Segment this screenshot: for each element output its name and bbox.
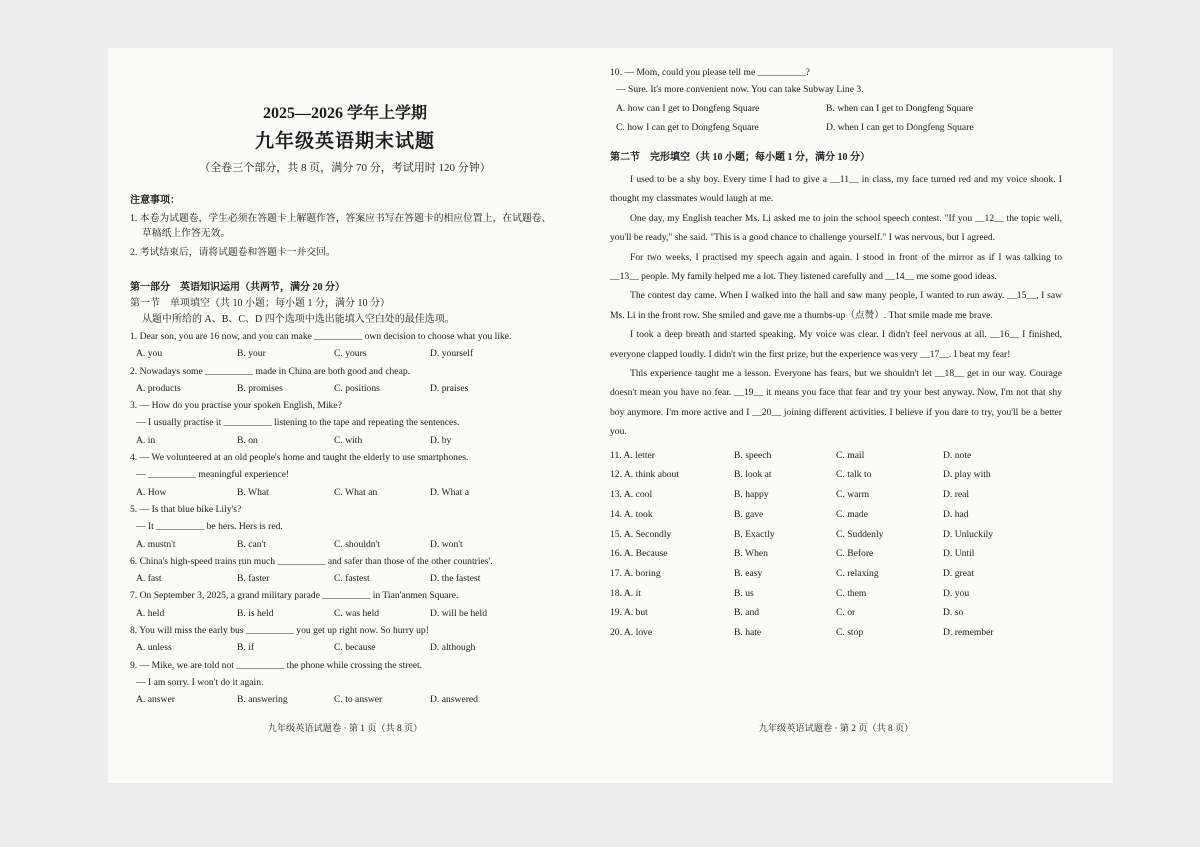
option: C. them bbox=[836, 587, 867, 599]
option: 14. A. took bbox=[610, 508, 653, 520]
options-row bbox=[130, 432, 560, 449]
option: C. talk to bbox=[836, 469, 872, 481]
question-line: 3. — How do you practise your spoken English, Mike? bbox=[130, 400, 342, 412]
option: D. remember bbox=[943, 627, 994, 639]
question-item bbox=[130, 363, 560, 398]
passage-paragraph: One day, my English teacher Ms. Li asked me to join the school speech contest. "If you __12__ the topic well, you'll be ready," she said. "This is a good chance to challenge yourself." I was nervous, but I agreed. bbox=[610, 212, 1062, 244]
option: A. fast bbox=[136, 573, 162, 585]
option: 11. A. letter bbox=[610, 449, 655, 461]
question-item bbox=[130, 622, 560, 657]
options-row bbox=[610, 623, 1062, 643]
options-row bbox=[610, 525, 1062, 545]
options-row bbox=[610, 564, 1062, 584]
option: A. How bbox=[136, 486, 167, 498]
passage-paragraph: This experience taught me a lesson. Everyone has fears, but we shouldn't let __18__ get in our way. Courage doesn't mean you have no fear. __19__ it means you face that fear and try your best anyway. Now, I'm not that shy boy anymore. I'm more active and I __20__ joining different activities. I believe if you dare to try, you'll be a better you. bbox=[610, 368, 1062, 438]
question-line: 2. Nowadays some __________ made in China are both good and cheap. bbox=[130, 365, 411, 377]
option: C. with bbox=[334, 434, 363, 446]
option: B. when can I get to Dongfeng Square bbox=[826, 102, 974, 114]
options-row bbox=[610, 99, 1062, 119]
option: B. if bbox=[237, 642, 255, 654]
option: B. hate bbox=[734, 627, 762, 639]
options-row bbox=[130, 605, 560, 622]
options-row bbox=[610, 485, 1062, 505]
question-line: 6. China's high-speed trains run much __________ and safer than those of the other countries'. bbox=[130, 555, 493, 567]
option: C. Before bbox=[836, 548, 874, 560]
option: C. mail bbox=[836, 449, 865, 461]
option: B. When bbox=[734, 548, 768, 560]
option: D. great bbox=[943, 567, 974, 579]
option: C. yours bbox=[334, 348, 367, 360]
option: B. answering bbox=[237, 694, 288, 706]
option: A. mustn't bbox=[136, 538, 176, 550]
options-row bbox=[610, 603, 1062, 623]
option: C. to answer bbox=[334, 694, 383, 706]
page-1 bbox=[130, 48, 560, 783]
options-row bbox=[610, 446, 1062, 466]
option: D. so bbox=[943, 607, 964, 619]
question-line: — Sure. It's more convenient now. You can take Subway Line 3. bbox=[616, 84, 864, 96]
options-row bbox=[130, 570, 560, 587]
options-row bbox=[130, 380, 560, 397]
question-line: 10. — Mom, could you please tell me __________? bbox=[610, 67, 810, 78]
option: B. happy bbox=[734, 489, 769, 501]
option: C. because bbox=[334, 642, 376, 654]
passage-paragraph: For two weeks, I practised my speech again and again. I stood in front of the mirror as if I was talking to __13__ people. My family helped me a lot. They listened carefully and __14__ me some good ideas. bbox=[610, 251, 1062, 283]
option: B. look at bbox=[734, 469, 772, 481]
school-year: 2025—2026 学年上学期 bbox=[262, 105, 427, 122]
option: C. relaxing bbox=[836, 567, 879, 579]
exam-meta: （全卷三个部分，共 8 页，满分 70 分，考试用时 120 分钟） bbox=[199, 162, 491, 174]
question-item bbox=[130, 397, 560, 449]
option: A. held bbox=[136, 607, 165, 619]
option: 16. A. Because bbox=[610, 548, 668, 560]
option: A. products bbox=[136, 382, 181, 394]
option: 12. A. think about bbox=[610, 469, 680, 481]
option: D. What a bbox=[430, 486, 469, 498]
option: B. can't bbox=[237, 538, 266, 550]
option: B. is held bbox=[237, 607, 274, 619]
exam-sheet bbox=[108, 48, 1113, 783]
option: 15. A. Secondly bbox=[610, 528, 672, 540]
option: 17. A. boring bbox=[610, 567, 661, 579]
question-line: 1. Dear son, you are 16 now, and you can make __________ own decision to choose what you like. bbox=[130, 331, 512, 342]
option: B. promises bbox=[237, 382, 283, 394]
section1-heading: 第一节 单项填空（共 10 小题；每小题 1 分，满分 10 分） bbox=[130, 298, 390, 309]
option: D. praises bbox=[430, 382, 469, 394]
option: D. by bbox=[430, 434, 452, 446]
option: A. answer bbox=[136, 694, 175, 706]
option: C. positions bbox=[334, 382, 380, 394]
title-block bbox=[130, 104, 560, 176]
question-line: 7. On September 3, 2025, a grand military parade __________ in Tian'anmen Square. bbox=[130, 590, 459, 602]
option: D. play with bbox=[943, 469, 991, 481]
options-row bbox=[130, 345, 560, 362]
option: D. answered bbox=[430, 694, 478, 706]
passage-paragraph: I used to be a shy boy. Every time I had to give a __11__ in class, my face turned red and my voice shook. I thought my classmates would laugh at me. bbox=[610, 174, 1062, 205]
option: D. will be held bbox=[430, 607, 488, 619]
option: B. speech bbox=[734, 449, 772, 461]
options-row bbox=[130, 536, 560, 553]
cloze-options bbox=[610, 446, 1062, 643]
option: B. your bbox=[237, 348, 266, 360]
page-footer: 九年级英语试题卷 · 第 1 页（共 8 页） bbox=[267, 723, 423, 733]
question-line: 9. — Mike, we are told not __________ the phone while crossing the street. bbox=[130, 659, 423, 671]
option: 19. A. but bbox=[610, 607, 648, 619]
cloze-passage bbox=[610, 170, 1062, 442]
option: A. in bbox=[136, 434, 156, 446]
options-row bbox=[130, 639, 560, 656]
section1-instruction: 从题中所给的 A、B、C、D 四个选项中选出能填入空白处的最佳选项。 bbox=[142, 314, 455, 325]
option: C. warm bbox=[836, 489, 870, 501]
option: C. stop bbox=[836, 627, 864, 639]
options-row bbox=[610, 118, 1062, 138]
question-list bbox=[130, 328, 560, 709]
question-item bbox=[130, 449, 560, 501]
page-footer: 九年级英语试题卷 · 第 2 页（共 8 页） bbox=[758, 723, 914, 733]
option: C. how I can get to Dongfeng Square bbox=[616, 122, 759, 134]
option: D. note bbox=[943, 449, 972, 461]
option: C. What an bbox=[334, 486, 378, 498]
exam-title: 九年级英语期末试题 bbox=[254, 130, 435, 152]
option: D. real bbox=[943, 489, 970, 501]
options-row bbox=[130, 691, 560, 708]
option: 13. A. cool bbox=[610, 489, 653, 501]
options-row bbox=[610, 505, 1062, 525]
option: D. you bbox=[943, 587, 970, 599]
question-line: 4. — We volunteered at an old people's home and taught the elderly to use smartphones. bbox=[130, 452, 469, 464]
option: C. fastest bbox=[334, 573, 370, 585]
options-row bbox=[610, 584, 1062, 604]
question-item bbox=[130, 328, 560, 363]
question-item bbox=[130, 587, 560, 622]
option: 20. A. love bbox=[610, 627, 653, 639]
option: C. Suddenly bbox=[836, 528, 884, 540]
option: B. gave bbox=[734, 508, 764, 520]
options-row bbox=[130, 484, 560, 501]
question-line: 8. You will miss the early bus __________ you get up right now. So hurry up! bbox=[130, 625, 429, 637]
option: C. or bbox=[836, 607, 856, 619]
section2-heading: 第二节 完形填空（共 10 小题；每小题 1 分，满分 10 分） bbox=[610, 152, 870, 163]
note-item: 2. 考试结束后，请将试题卷和答题卡一并交回。 bbox=[130, 247, 336, 258]
passage-paragraph: The contest day came. When I walked into the hall and saw many people, I wanted to run away. __15__, I saw Ms. Li in the front row. She smiled and gave me a thumbs-up（点赞）. That smile made me brave. bbox=[610, 290, 1062, 321]
page-2 bbox=[610, 48, 1062, 783]
option: B. What bbox=[237, 486, 269, 498]
question-item bbox=[130, 501, 560, 553]
option: A. how can I get to Dongfeng Square bbox=[616, 102, 760, 114]
option: C. shouldn't bbox=[334, 538, 380, 550]
option: D. won't bbox=[430, 538, 463, 550]
option: B. faster bbox=[237, 573, 270, 585]
option: B. and bbox=[734, 607, 760, 619]
question-line: 5. — Is that blue bike Lily's? bbox=[130, 503, 242, 515]
option: D. the fastest bbox=[430, 573, 481, 585]
option: 18. A. it bbox=[610, 587, 641, 599]
option: B. on bbox=[237, 434, 258, 446]
question-10 bbox=[610, 64, 1062, 138]
part1-heading: 第一部分 英语知识运用（共两节，满分 20 分） bbox=[130, 282, 345, 293]
question-line: — I usually practise it __________ listening to the tape and repeating the sentences. bbox=[136, 417, 460, 429]
question-item bbox=[130, 553, 560, 588]
option: D. Unluckily bbox=[943, 528, 994, 540]
option: C. was held bbox=[334, 607, 380, 619]
question-line: — __________ meaningful experience! bbox=[136, 469, 290, 481]
notes-heading: 注意事项： bbox=[130, 195, 180, 206]
option: D. when I can get to Dongfeng Square bbox=[826, 122, 974, 134]
option: D. although bbox=[430, 642, 476, 654]
option: A. you bbox=[136, 348, 163, 360]
option: B. easy bbox=[734, 567, 763, 579]
question-item bbox=[130, 657, 560, 709]
option: D. had bbox=[943, 508, 969, 520]
option: C. made bbox=[836, 508, 868, 520]
option: B. us bbox=[734, 587, 754, 599]
passage-paragraph: I took a deep breath and started speaking. My voice was clear. I didn't feel nervous at all. __16__ I finished, everyone clapped loudly. I didn't win the first prize, but the experience was very __17__. I beat my fear! bbox=[610, 329, 1062, 360]
option: B. Exactly bbox=[734, 528, 775, 540]
option: A. unless bbox=[136, 642, 172, 654]
question-line: — It __________ be hers. Hers is red. bbox=[136, 521, 283, 533]
question-line: — I am sorry. I won't do it again. bbox=[136, 676, 264, 688]
note-item: 1. 本卷为试题卷，学生必须在答题卡上解题作答，答案应书写在答题卡的相应位置上，在试题卷、草稿纸上作答无效。 bbox=[130, 213, 552, 239]
option: D. Until bbox=[943, 548, 975, 560]
options-row bbox=[610, 465, 1062, 485]
options-row bbox=[610, 544, 1062, 564]
option: D. yourself bbox=[430, 348, 474, 360]
